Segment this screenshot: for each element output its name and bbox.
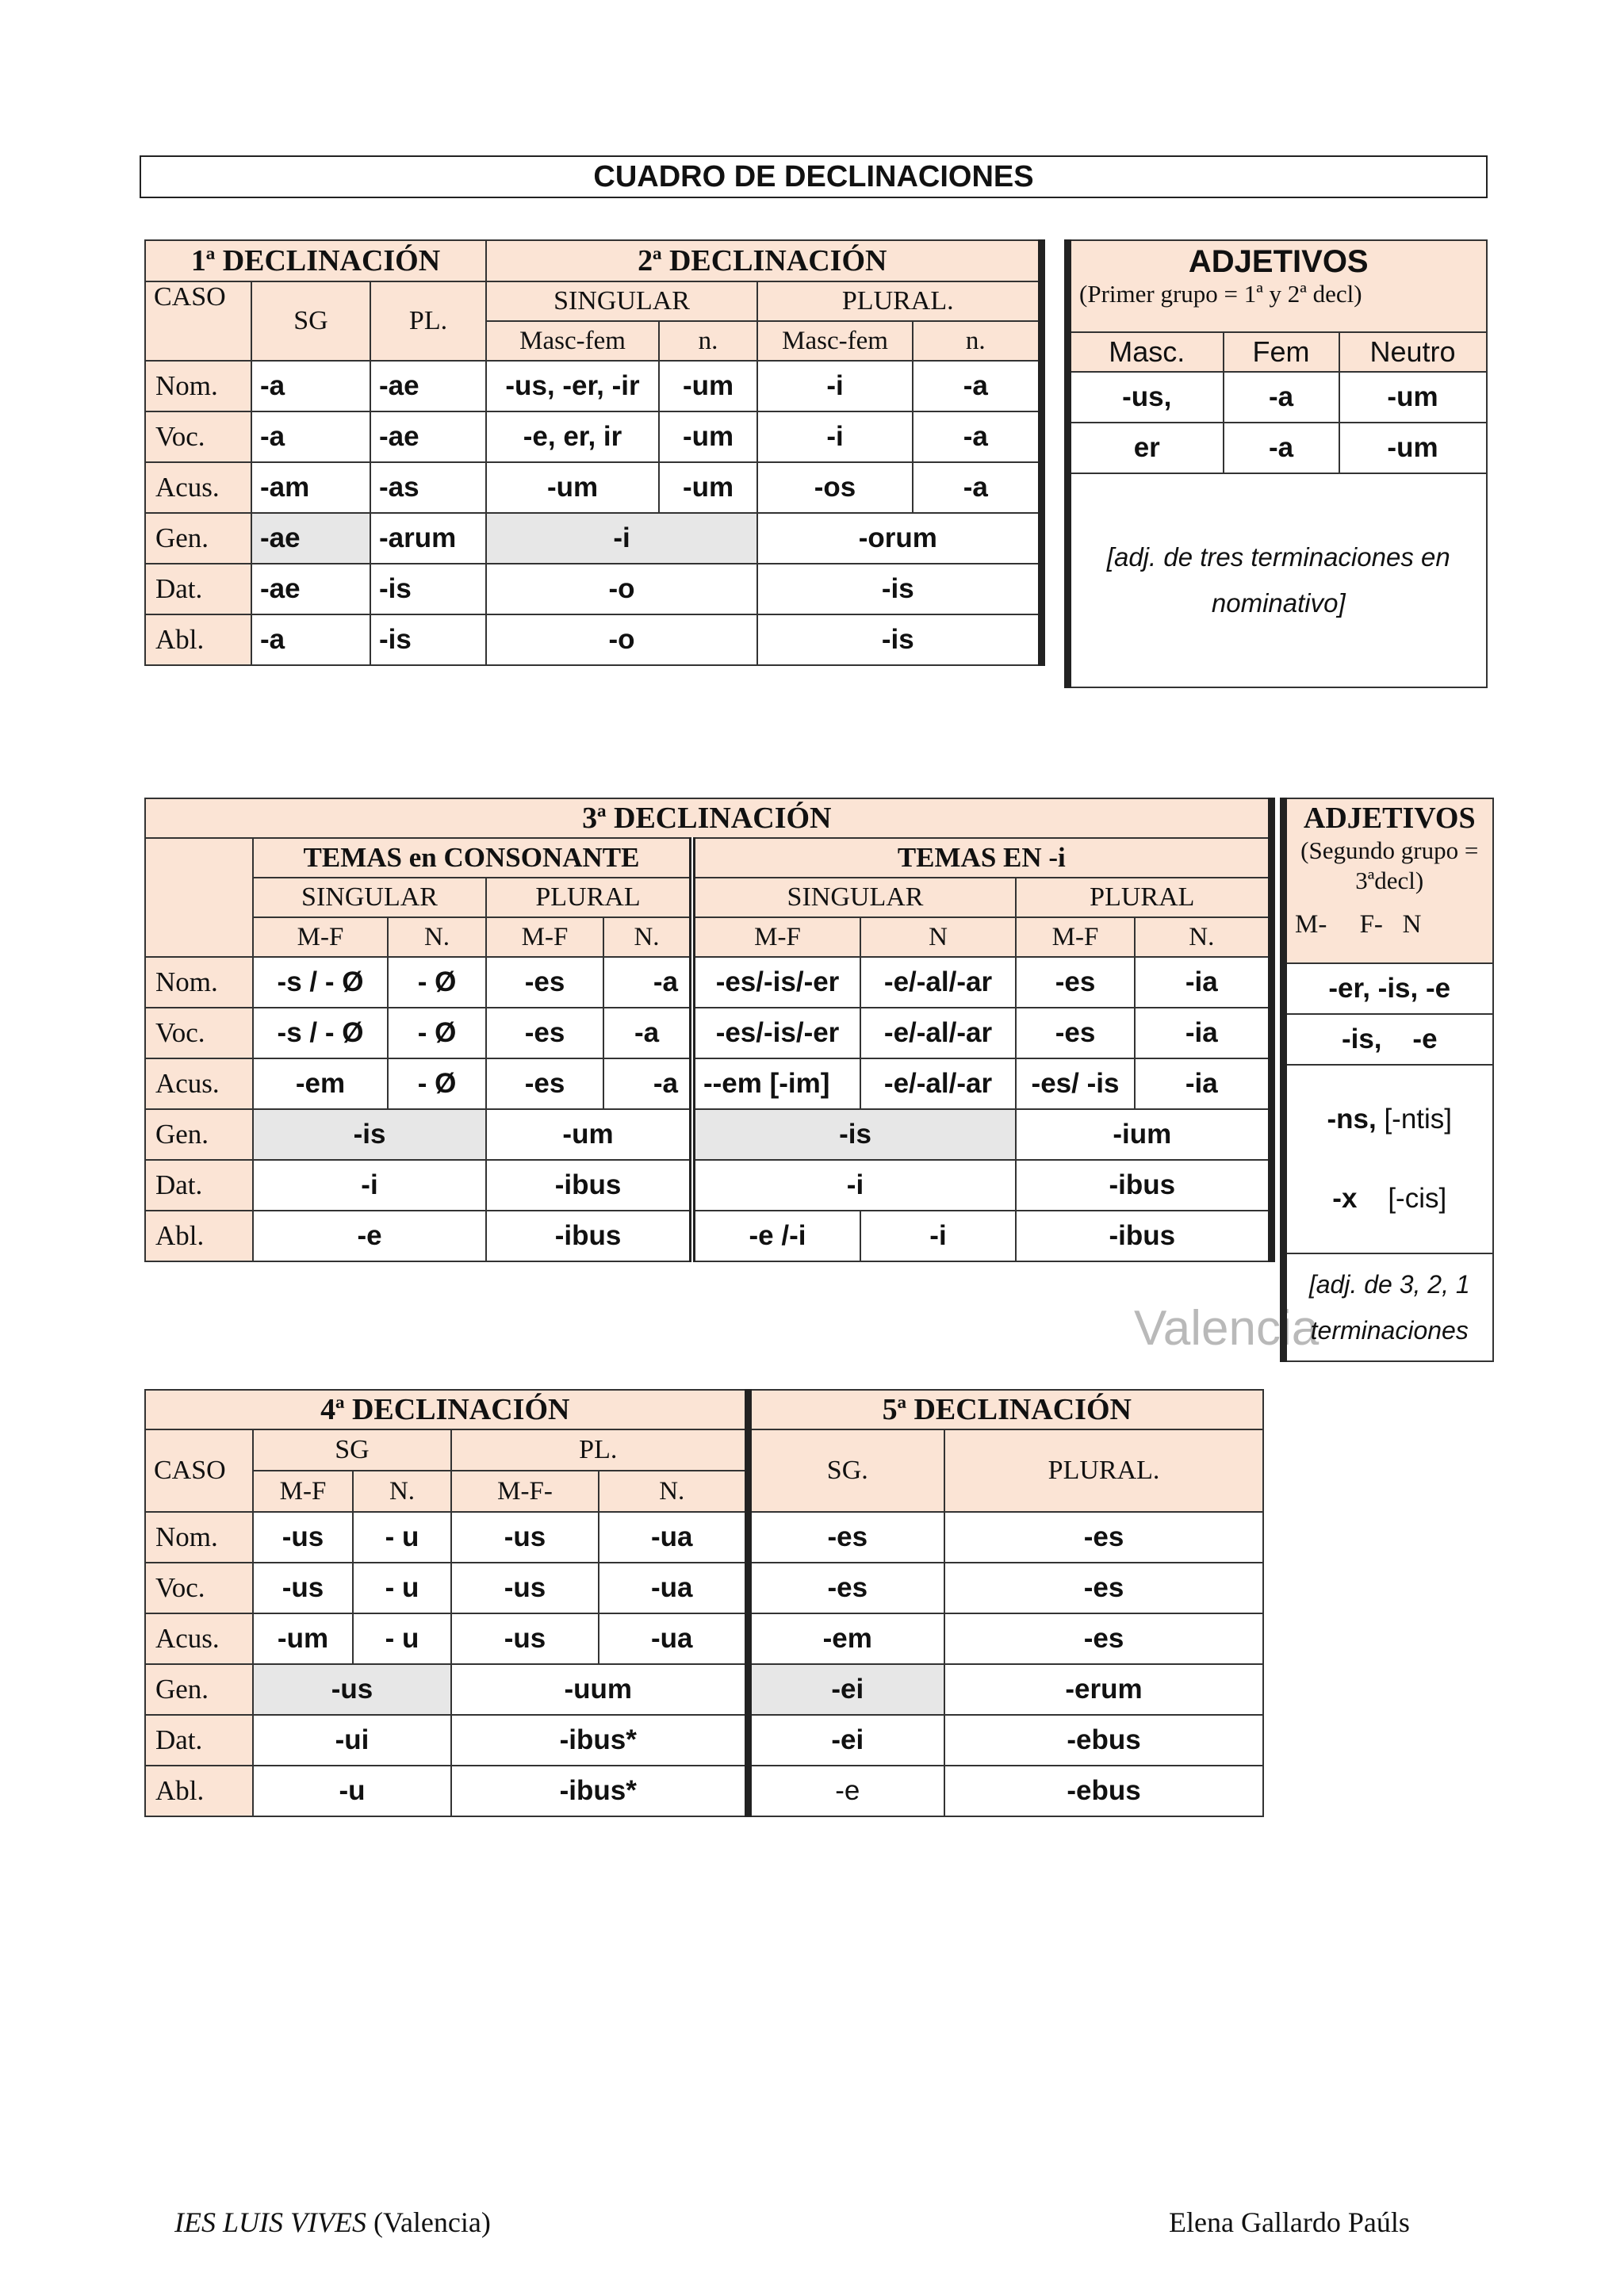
table-row — [145, 1715, 1263, 1766]
adj2-note: [adj. de 3, 2, 1 terminaciones — [1284, 1253, 1493, 1361]
d4-cell: -us — [451, 1613, 599, 1664]
d2-pl-mf-cell: -i — [757, 361, 913, 411]
d5-pl-cell: -es — [944, 1512, 1263, 1563]
d2-singular-header: SINGULAR — [486, 281, 757, 321]
d1-sg-cell: -am — [251, 462, 370, 513]
d2-sg-mf-cell: -um — [486, 462, 659, 513]
case-label: Nom. — [145, 361, 251, 411]
adj1-fem-header: Fem — [1224, 332, 1339, 372]
d3-cell: -es/ -is — [1016, 1058, 1135, 1109]
d3-merged-cell: -is — [692, 1109, 1016, 1160]
d2-pl-mf-cell: -i — [757, 411, 913, 462]
d1-title: 1ª DECLINACIÓN — [145, 240, 486, 281]
d3-merged-cell: -um — [486, 1109, 692, 1160]
case-label: Voc. — [145, 1008, 253, 1058]
d1-pl-cell: -is — [370, 564, 486, 614]
table-row — [145, 614, 1041, 665]
d4-cell: -ua — [599, 1512, 748, 1563]
adj1-f-cell: -a — [1224, 423, 1339, 473]
d2-sg-merged-cell: -i — [486, 513, 757, 564]
table-row — [145, 1160, 1271, 1211]
d3-cell: - Ø — [388, 1058, 486, 1109]
d3-i-plural-header: PLURAL — [1016, 878, 1271, 917]
d4-merged-cell: -ui — [253, 1715, 451, 1766]
table-row — [145, 1008, 1271, 1058]
d3-i-sg-n-header: N — [860, 917, 1016, 957]
d3-cell: -e/-al/-ar — [860, 1008, 1016, 1058]
table-declension-3 — [144, 798, 1275, 1262]
d3-cell: --em [-im] — [692, 1058, 860, 1109]
adj1-m-cell: er — [1068, 423, 1224, 473]
adj1-header — [1068, 240, 1487, 332]
d1-pl-cell: -as — [370, 462, 486, 513]
d3-cell: -s / - Ø — [253, 957, 388, 1008]
d5-sg-cell: -ei — [748, 1664, 944, 1715]
table-row — [145, 1109, 1271, 1160]
adj2-header — [1284, 798, 1493, 963]
d3-cons-header: TEMAS en CONSONANTE — [253, 838, 692, 878]
case-label: Voc. — [145, 411, 251, 462]
d5-pl-cell: -ebus — [944, 1766, 1263, 1816]
d2-pl-n-cell: -a — [913, 462, 1041, 513]
d5-title: 5ª DECLINACIÓN — [748, 1390, 1263, 1429]
d3-cons-singular-header: SINGULAR — [253, 878, 486, 917]
d3-cons-plural-header: PLURAL — [486, 878, 692, 917]
watermark-text: Valencia — [1134, 1301, 1320, 1356]
d5-pl-cell: -es — [944, 1613, 1263, 1664]
d1-sg-cell: -ae — [251, 513, 370, 564]
adj2-gender-header: M- F- N — [1295, 910, 1422, 939]
d1-pl-cell: -ae — [370, 411, 486, 462]
d3-cell: -ia — [1135, 957, 1271, 1008]
adj2-ntis-ending: [-ntis] — [1376, 1104, 1453, 1135]
table-row — [1068, 372, 1487, 423]
d3-merged-cell: -is — [253, 1109, 486, 1160]
d4-pl-n-header: N. — [599, 1471, 748, 1512]
adj1-f-cell: -a — [1224, 372, 1339, 423]
case-label: Acus. — [145, 462, 251, 513]
d3-cell: - Ø — [388, 1008, 486, 1058]
d2-sg-mf-cell: -us, -er, -ir — [486, 361, 659, 411]
footer-city: (Valencia) — [366, 2206, 491, 2238]
adj1-masc-header: Masc. — [1068, 332, 1224, 372]
d3-merged-cell: -ibus — [1016, 1160, 1271, 1211]
table-row — [145, 462, 1041, 513]
d1-sg-cell: -a — [251, 411, 370, 462]
table-declension-4-5 — [144, 1389, 1264, 1817]
d3-cell: -es/-is/-er — [692, 957, 860, 1008]
d4-cell: -ua — [599, 1563, 748, 1613]
adj1-n-cell: -um — [1339, 423, 1487, 473]
adj1-n-cell: -um — [1339, 372, 1487, 423]
adj2-row: -is, -e — [1284, 1014, 1493, 1065]
d5-pl-header: PLURAL. — [944, 1429, 1263, 1512]
table-adjectives-1 — [1064, 239, 1488, 688]
adj1-m-cell: -us, — [1068, 372, 1224, 423]
d2-sg-merged-cell: -o — [486, 564, 757, 614]
d3-cell: -a — [603, 957, 692, 1008]
d2-pl-mf-header: Masc-fem — [757, 321, 913, 361]
case-label: Voc. — [145, 1563, 253, 1613]
d3-cell: -ia — [1135, 1058, 1271, 1109]
d2-pl-merged-cell: -is — [757, 564, 1041, 614]
table-row — [1284, 1065, 1493, 1253]
d2-pl-n-cell: -a — [913, 361, 1041, 411]
adj1-neutro-header: Neutro — [1339, 332, 1487, 372]
d3-empty-header — [145, 838, 253, 957]
d5-sg-cell: -es — [748, 1563, 944, 1613]
d3-c-sg-mf-header: M-F — [253, 917, 388, 957]
d5-pl-cell: -ebus — [944, 1715, 1263, 1766]
d5-pl-cell: -es — [944, 1563, 1263, 1613]
d4-cell: -us — [451, 1563, 599, 1613]
d5-pl-cell: -erum — [944, 1664, 1263, 1715]
d2-sg-n-cell: -um — [659, 411, 757, 462]
table-row — [145, 1766, 1263, 1816]
adj2-cis-ending: [-cis] — [1357, 1183, 1447, 1214]
adj2-x-ending: -x — [1332, 1183, 1358, 1214]
d3-cell: -es — [1016, 957, 1135, 1008]
d3-i-pl-mf-header: M-F — [1016, 917, 1135, 957]
d4-pl-header: PL. — [451, 1429, 748, 1471]
table-row — [145, 1058, 1271, 1109]
table-row — [145, 513, 1041, 564]
d4-cell: - u — [353, 1563, 451, 1613]
d4-caso-header: CASO — [145, 1429, 253, 1512]
d3-cell: -em — [253, 1058, 388, 1109]
d2-sg-merged-cell: -o — [486, 614, 757, 665]
table-row — [145, 957, 1271, 1008]
case-label: Dat. — [145, 564, 251, 614]
d4-cell: -ua — [599, 1613, 748, 1664]
adj2-subtitle: (Segundo grupo = 3ªdecl) — [1300, 836, 1479, 894]
d3-merged-cell: -ibus — [1016, 1211, 1271, 1261]
d3-c-pl-n-header: N. — [603, 917, 692, 957]
d2-title: 2ª DECLINACIÓN — [486, 240, 1041, 281]
case-label: Dat. — [145, 1715, 253, 1766]
d2-sg-n-header: n. — [659, 321, 757, 361]
d4-sg-n-header: N. — [353, 1471, 451, 1512]
d1-sg-cell: -ae — [251, 564, 370, 614]
footer-author: Elena Gallardo Paúls — [1169, 2206, 1410, 2238]
table-row — [145, 411, 1041, 462]
d2-pl-merged-cell: -orum — [757, 513, 1041, 564]
case-label: Dat. — [145, 1160, 253, 1211]
case-label: Acus. — [145, 1058, 253, 1109]
d3-cell: - Ø — [388, 957, 486, 1008]
table-row — [145, 361, 1041, 411]
d4-sg-header: SG — [253, 1429, 451, 1471]
d1-caso-header: CASO — [145, 281, 251, 361]
d3-merged-cell: -ium — [1016, 1109, 1271, 1160]
d3-c-sg-n-header: N. — [388, 917, 486, 957]
table-row — [1284, 1014, 1493, 1065]
case-label: Acus. — [145, 1613, 253, 1664]
d3-merged-cell: -e — [253, 1211, 486, 1261]
table-row — [145, 1563, 1263, 1613]
d2-plural-header: PLURAL. — [757, 281, 1041, 321]
adj1-title: ADJETIVOS — [1188, 244, 1369, 279]
table-declension-1-2 — [144, 239, 1045, 666]
adj2-ns-ending: -ns, — [1327, 1104, 1377, 1135]
d3-merged-cell: -i — [692, 1160, 1016, 1211]
d3-cell: -a — [603, 1058, 692, 1109]
d3-cell: -e/-al/-ar — [860, 957, 1016, 1008]
d3-cell: -s / - Ø — [253, 1008, 388, 1058]
d2-pl-merged-cell: -is — [757, 614, 1041, 665]
footer-left — [174, 2206, 491, 2239]
d3-i-sg-mf-header: M-F — [692, 917, 860, 957]
d2-sg-n-cell: -um — [659, 361, 757, 411]
case-label: Abl. — [145, 614, 251, 665]
case-label: Abl. — [145, 1766, 253, 1816]
d4-cell: -us — [451, 1512, 599, 1563]
d3-merged-cell: -ibus — [486, 1211, 692, 1261]
d2-sg-n-cell: -um — [659, 462, 757, 513]
d4-title: 4ª DECLINACIÓN — [145, 1390, 748, 1429]
d4-merged-cell: -u — [253, 1766, 451, 1816]
d2-pl-n-cell: -a — [913, 411, 1041, 462]
adj1-subtitle: (Primer grupo = 1ª y 2ª decl) — [1079, 280, 1362, 308]
d3-merged-cell: -ibus — [486, 1160, 692, 1211]
table-row — [1068, 423, 1487, 473]
d5-sg-cell: -e — [748, 1766, 944, 1816]
d4-merged-cell: -uum — [451, 1664, 748, 1715]
d4-merged-cell: -us — [253, 1664, 451, 1715]
d1-pl-cell: -ae — [370, 361, 486, 411]
d4-cell: - u — [353, 1512, 451, 1563]
d3-cell: -es — [1016, 1008, 1135, 1058]
d2-sg-mf-header: Masc-fem — [486, 321, 659, 361]
d5-sg-cell: -ei — [748, 1715, 944, 1766]
d1-pl-header: PL. — [370, 281, 486, 361]
table-row — [145, 1664, 1263, 1715]
d2-pl-mf-cell: -os — [757, 462, 913, 513]
d3-cell: -es — [486, 1008, 603, 1058]
d3-cell: -es — [486, 957, 603, 1008]
table-adjectives-2 — [1280, 798, 1494, 1362]
case-label: Abl. — [145, 1211, 253, 1261]
d3-i-singular-header: SINGULAR — [692, 878, 1016, 917]
d4-cell: -um — [253, 1613, 353, 1664]
d4-merged-cell: -ibus* — [451, 1766, 748, 1816]
d3-i-pl-n-header: N. — [1135, 917, 1271, 957]
d3-cell: -a — [603, 1008, 692, 1058]
d3-cell: -es — [486, 1058, 603, 1109]
case-label: Gen. — [145, 513, 251, 564]
d3-merged-cell: -i — [253, 1160, 486, 1211]
d4-cell: - u — [353, 1613, 451, 1664]
adj2-title: ADJETIVOS — [1303, 802, 1476, 835]
d3-cell: -i — [860, 1211, 1016, 1261]
d3-cell: -ia — [1135, 1008, 1271, 1058]
d1-sg-cell: -a — [251, 361, 370, 411]
d3-cell: -es/-is/-er — [692, 1008, 860, 1058]
case-label: Nom. — [145, 1512, 253, 1563]
adj2-row: -er, -is, -e — [1284, 963, 1493, 1014]
case-label: Nom. — [145, 957, 253, 1008]
table-row — [145, 1613, 1263, 1664]
d2-pl-n-header: n. — [913, 321, 1041, 361]
case-label: Gen. — [145, 1664, 253, 1715]
table-row — [145, 1512, 1263, 1563]
d4-pl-mf-header: M-F- — [451, 1471, 599, 1512]
d3-cell: -e /-i — [692, 1211, 860, 1261]
d2-sg-mf-cell: -e, er, ir — [486, 411, 659, 462]
table-row — [145, 564, 1041, 614]
d1-pl-cell: -is — [370, 614, 486, 665]
d5-sg-header: SG. — [748, 1429, 944, 1512]
d3-cell: -e/-al/-ar — [860, 1058, 1016, 1109]
d3-itheme-header: TEMAS EN -i — [692, 838, 1271, 878]
page-title: CUADRO DE DECLINACIONES — [140, 155, 1488, 198]
case-label: Gen. — [145, 1109, 253, 1160]
d4-sg-mf-header: M-F — [253, 1471, 353, 1512]
table-row — [145, 1211, 1271, 1261]
d5-sg-cell: -em — [748, 1613, 944, 1664]
d4-merged-cell: -ibus* — [451, 1715, 748, 1766]
adj1-note: [adj. de tres terminaciones en nominativo] — [1068, 473, 1487, 687]
d5-sg-cell: -es — [748, 1512, 944, 1563]
d3-c-pl-mf-header: M-F — [486, 917, 603, 957]
d1-sg-cell: -a — [251, 614, 370, 665]
d4-cell: -us — [253, 1512, 353, 1563]
d3-title: 3ª DECLINACIÓN — [145, 798, 1271, 838]
table-row — [1284, 963, 1493, 1014]
d1-sg-header: SG — [251, 281, 370, 361]
d1-pl-cell: -arum — [370, 513, 486, 564]
adj2-multi-row — [1284, 1065, 1493, 1253]
d4-cell: -us — [253, 1563, 353, 1613]
footer-school: IES LUIS VIVES — [174, 2206, 366, 2238]
